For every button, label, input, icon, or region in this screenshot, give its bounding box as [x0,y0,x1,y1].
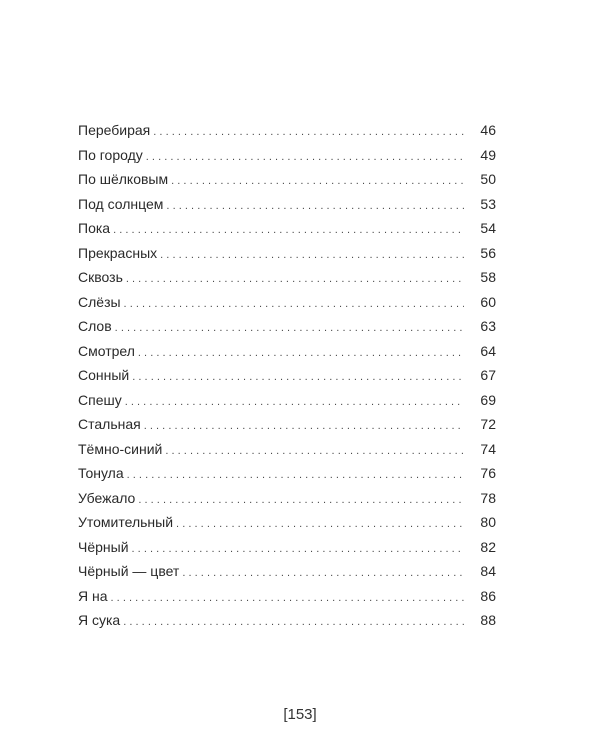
toc-entry [78,314,496,339]
toc-entry [78,486,496,511]
toc-entry [78,559,496,584]
toc-entry [78,192,496,217]
toc-entry [78,461,496,486]
toc-entry-title: Тонула [78,465,124,481]
toc-entry [78,339,496,364]
toc-entry [78,437,496,462]
toc-entry-page: 69 [480,391,496,408]
toc-entry [78,290,496,315]
toc-entry-page: 78 [480,489,496,506]
toc-entry [78,584,496,609]
toc-entry [78,535,496,560]
dot-leader [171,169,464,194]
toc-entry-title: Смотрел [78,342,135,359]
dot-leader [153,120,464,145]
toc-entry-title: Я сука [78,612,121,628]
toc-entry-page: 58 [480,269,496,285]
toc-entry-page: 74 [480,440,496,457]
toc-entry [78,363,496,388]
toc-entry [78,118,496,143]
dot-leader [132,537,464,562]
toc-entry-title: Чёрный — цвет [78,563,180,579]
dot-leader [123,610,464,635]
toc-entry-title: Прекрасных [78,244,158,261]
toc-entry-page: 49 [480,146,496,163]
toc-entry-page: 76 [480,465,496,481]
dot-leader [115,316,464,341]
toc-entry [78,241,496,266]
page-number: [153] [283,706,317,723]
toc-entry [78,388,496,413]
dot-leader [146,145,464,170]
dot-leader [132,365,464,390]
toc-entry-title: Сонный [78,367,130,383]
toc-entry-page: 82 [480,538,496,555]
toc-entry-page: 64 [480,342,496,359]
toc-entry-title: Я на [78,587,108,604]
dot-leader [166,194,464,219]
toc-entry [78,167,496,192]
toc-entry-title: Сквозь [78,269,123,285]
dot-leader [160,243,464,268]
toc-entry-page: 86 [480,587,496,604]
toc-entry-page: 72 [480,416,496,432]
toc-entry-title: Под солнцем [78,195,164,212]
dot-leader [127,463,464,488]
toc-entry-title: Перебирая [78,122,151,138]
toc-entry-title: По шёлковым [78,171,169,187]
toc-entry-title: Слов [78,318,112,334]
toc-entry-title: Утомительный [78,514,174,530]
toc-entry-page: 60 [480,293,496,310]
dot-leader [126,267,464,292]
dot-leader [138,341,464,366]
toc-entry-page: 54 [480,220,496,236]
toc-entry [78,216,496,241]
toc-entry-title: Убежало [78,489,136,506]
toc-entry-title: Чёрный [78,538,129,555]
toc-entry-page: 53 [480,195,496,212]
dot-leader [125,390,464,415]
dot-leader [144,414,464,439]
toc-entry-page: 80 [480,514,496,530]
toc-entry-page: 84 [480,563,496,579]
toc-entry-page: 63 [480,318,496,334]
toc-entry-title: Тёмно-синий [78,440,163,457]
toc-entry-page: 56 [480,244,496,261]
toc-entry [78,143,496,168]
toc-entry-title: По городу [78,146,143,163]
toc-entry-title: Стальная [78,416,141,432]
toc-entry-title: Пока [78,220,111,236]
dot-leader [138,488,464,513]
dot-leader [176,512,464,537]
toc-entry [78,265,496,290]
dot-leader [182,561,464,586]
toc-entry-title: Спешу [78,391,122,408]
toc-entry [78,412,496,437]
dot-leader [113,218,464,243]
toc-entry-page: 50 [480,171,496,187]
dot-leader [124,292,464,317]
dot-leader [111,586,464,611]
table-of-contents [78,118,496,633]
toc-entry-title: Слёзы [78,293,121,310]
toc-entry-page: 46 [480,122,496,138]
toc-entry-page: 67 [480,367,496,383]
dot-leader [165,439,464,464]
toc-entry [78,510,496,535]
toc-entry-page: 88 [480,612,496,628]
toc-entry [78,608,496,633]
